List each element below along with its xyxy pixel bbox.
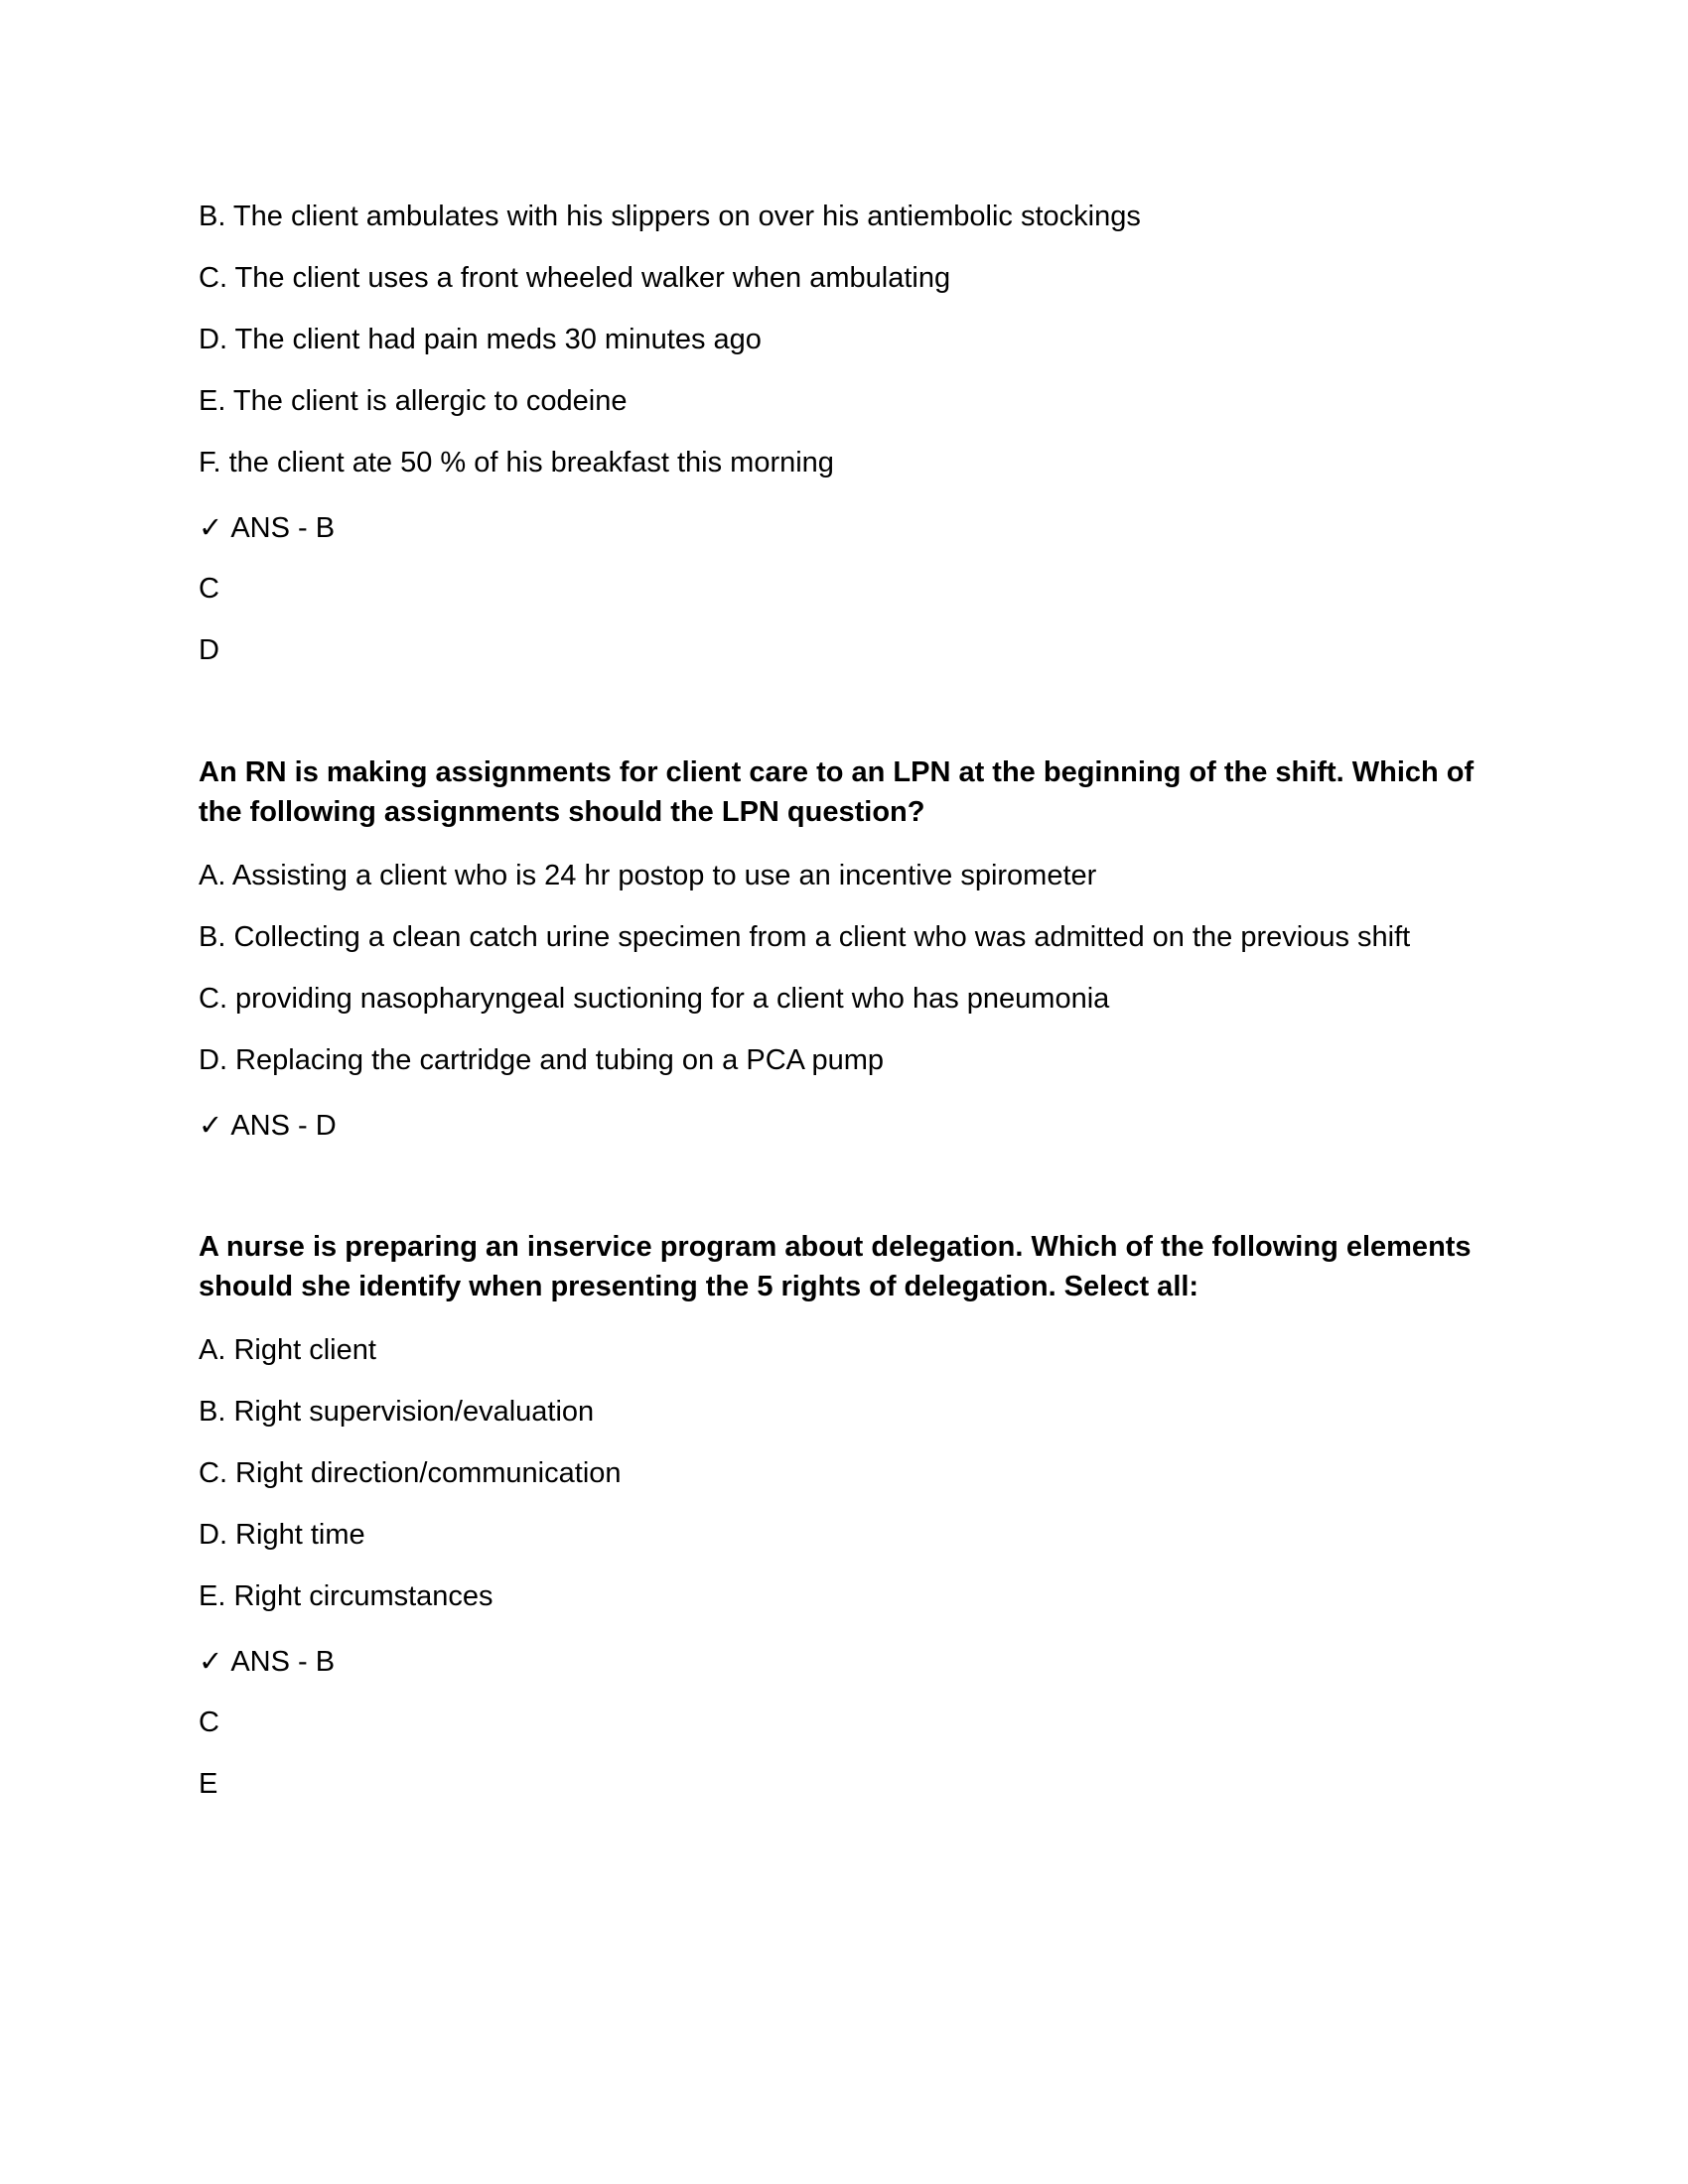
option-c: C. The client uses a front wheeled walker when ambulating: [199, 262, 951, 294]
option-c: C. Right direction/communication: [199, 1457, 622, 1489]
option-b: B. Collecting a clean catch urine specimen from a client who was admitted on the previous shift: [199, 921, 1411, 953]
answer-line: [199, 1641, 335, 1682]
option-c: C. providing nasopharyngeal suctioning for a client who has pneumonia: [199, 983, 1110, 1015]
option-a: A. Right client: [199, 1334, 376, 1366]
option-e: E. The client is allergic to codeine: [199, 385, 628, 417]
check-mark-icon: ✓: [199, 1644, 223, 1678]
answer-extra: D: [199, 634, 219, 666]
option-d: D. Replacing the cartridge and tubing on a PCA pump: [199, 1044, 884, 1076]
option-b: B. Right supervision/evaluation: [199, 1396, 595, 1428]
question-text: A nurse is preparing an inservice program about delegation. Which of the following elements should she identify when presenting the 5 rights of delegation. Select all:: [199, 1231, 1472, 1302]
check-mark-icon: ✓: [199, 510, 223, 544]
answer-line: [199, 507, 335, 548]
answer-text: ANS - D: [230, 1110, 337, 1142]
answer-text: ANS - B: [230, 1646, 336, 1678]
option-f: F. the client ate 50 % of his breakfast this morning: [199, 447, 834, 478]
option-d: D. The client had pain meds 30 minutes ago: [199, 324, 762, 355]
option-a: A. Assisting a client who is 24 hr postop to use an incentive spirometer: [199, 860, 1097, 891]
answer-text: ANS - B: [230, 512, 336, 544]
answer-line: [199, 1105, 337, 1146]
option-b: B. The client ambulates with his slippers on over his antiembolic stockings: [199, 201, 1141, 232]
answer-extra: E: [199, 1768, 218, 1800]
option-e: E. Right circumstances: [199, 1580, 493, 1612]
option-d: D. Right time: [199, 1519, 365, 1551]
question-text: An RN is making assignments for client care to an LPN at the beginning of the shift. Which of the following assignments should the LPN question?: [199, 756, 1475, 828]
answer-extra: C: [199, 573, 219, 605]
check-mark-icon: ✓: [199, 1108, 223, 1142]
answer-extra: C: [199, 1706, 219, 1738]
